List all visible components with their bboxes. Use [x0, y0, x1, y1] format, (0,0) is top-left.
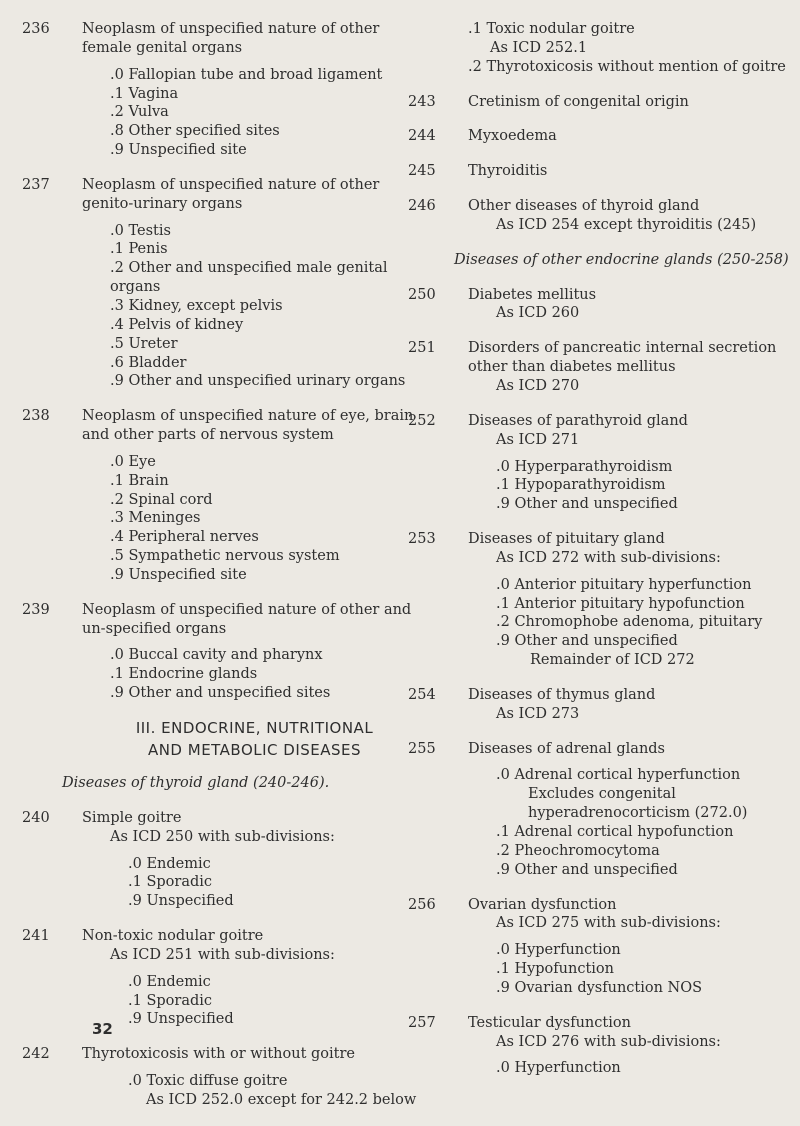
entry-title: Diseases of parathyroid gland: [468, 412, 688, 429]
entry-254: [408, 686, 786, 724]
sub-item: .1 Adrenal cortical hypofunction: [496, 824, 734, 840]
entry-code: 255: [408, 740, 436, 757]
entry-title: Neoplasm of unspecified nature of other female genital organs: [82, 21, 380, 56]
entry-note: As ICD 271: [496, 431, 580, 448]
sub-item: .5 Ureter: [110, 335, 178, 352]
entry-title: Simple goitre: [82, 809, 182, 826]
entry-246: [408, 197, 786, 235]
sub-item: .9 Other and unspecified sites: [110, 685, 331, 702]
entry-code: 242: [22, 1046, 50, 1063]
entry-245: [408, 162, 786, 181]
entry-code: 240: [22, 809, 50, 826]
sub-item: .9 Other and unspecified urinary organs: [110, 373, 406, 390]
sub-item: .3 Kidney, except pelvis: [110, 297, 283, 314]
entry-title: Diseases of adrenal glands: [468, 740, 666, 757]
entry-code: 237: [22, 176, 50, 193]
group-heading-thyroid: Diseases of thyroid gland (240-246).: [62, 775, 330, 791]
sub-item: .5 Sympathetic nervous system: [110, 548, 340, 565]
sub-item: .4 Pelvis of kidney: [110, 316, 244, 333]
entry-253: [408, 530, 786, 670]
entry-title: Other diseases of thyroid gland: [468, 198, 700, 215]
entry-title: Ovarian dysfunction: [468, 896, 617, 913]
entry-251: [408, 339, 786, 396]
sub-item: .9 Unspecified: [128, 893, 234, 910]
sub-item: .0 Toxic diffuse goitre: [128, 1073, 288, 1090]
entry-code: 245: [408, 163, 436, 180]
entry-code: 243: [408, 93, 436, 110]
sub-item: .1 Hypoparathyroidism: [496, 477, 666, 494]
entry-code: 239: [22, 601, 50, 618]
sub-item: .6 Bladder: [110, 354, 187, 371]
sub-item: .2 Chromophobe adenoma, pituitary: [496, 614, 763, 631]
group-heading-endocrine: Diseases of other endocrine glands (250-258): [454, 251, 789, 268]
sub-item: .1 Anterior pituitary hypofunction: [496, 595, 745, 612]
entry-title: Disorders of pancreatic internal secretion other than diabetes mellitus: [468, 340, 777, 376]
entry-238: [22, 407, 427, 585]
entry-note: As ICD 270: [496, 377, 580, 394]
sub-note: As ICD 252.0 except for 242.2 below: [146, 1091, 417, 1108]
sub-item: .1 Sporadic: [128, 992, 213, 1009]
entry-note: As ICD 276 with sub-divisions:: [496, 1033, 721, 1050]
page-number: 32: [92, 1020, 113, 1038]
entry-256: [408, 896, 786, 998]
sub-note: Excludes congenital hyperadrenocorticism (272.0): [528, 786, 748, 822]
section-heading-line-1: III. ENDOCRINE, NUTRITIONAL: [135, 719, 374, 737]
sub-item: .0 Hyperfunction: [496, 1060, 621, 1077]
entry-250: [408, 286, 786, 324]
entry-code: 238: [22, 408, 50, 425]
entry-code: 254: [408, 686, 436, 703]
sub-item: .9 Other and unspecified: [496, 861, 678, 878]
left-column: [22, 20, 427, 1126]
entry-title: Cretinism of congenital origin: [468, 93, 689, 110]
section-heading-line-2: AND METABOLIC DISEASES: [147, 740, 362, 759]
sub-item: .0 Endemic: [128, 973, 211, 990]
entry-code: 236: [22, 21, 50, 37]
sub-item: .3 Meninges: [110, 510, 201, 527]
entry-note: As ICD 272 with sub-divisions:: [496, 549, 721, 566]
entry-note: As ICD 260: [496, 305, 580, 322]
entry-title: Thyroiditis: [468, 163, 548, 180]
sub-item: .9 Ovarian dysfunction NOS: [496, 979, 703, 996]
entry-code: 256: [408, 896, 436, 913]
entry-236: [22, 20, 427, 160]
entry-242: [22, 1045, 427, 1110]
sub-item: .0 Testis: [110, 222, 171, 239]
sub-item: .1 Toxic nodular goitre: [468, 21, 635, 37]
sub-item: .9 Unspecified site: [110, 566, 247, 583]
entry-note: As ICD 254 except thyroiditis (245): [496, 216, 757, 233]
entry-title: Neoplasm of unspecified nature of eye, brain and other parts of nervous system: [82, 408, 414, 444]
entry-code: 257: [408, 1014, 436, 1031]
entry-241: [22, 927, 427, 1029]
sub-item: .9 Other and unspecified: [496, 496, 678, 513]
sub-item: .0 Endemic: [128, 855, 211, 872]
sub-note: Remainder of ICD 272: [530, 652, 695, 669]
entry-title: Myxoedema: [468, 128, 557, 145]
entry-code: 250: [408, 286, 436, 303]
sub-item: .1 Hypofunction: [496, 961, 614, 978]
sub-item: .0 Eye: [110, 453, 156, 470]
entry-255: [408, 740, 786, 880]
entry-note: As ICD 273: [496, 705, 580, 722]
entry-title: Diabetes mellitus: [468, 286, 597, 303]
sub-item: .0 Fallopian tube and broad ligament: [110, 66, 383, 83]
entry-note: As ICD 251 with sub-divisions:: [110, 946, 335, 963]
sub-item: .2 Pheochromocytoma: [496, 842, 660, 859]
entry-code: 246: [408, 198, 436, 215]
sub-item: .1 Endocrine glands: [110, 666, 258, 683]
entry-239: [22, 601, 427, 703]
entry-242-continued: [468, 20, 786, 77]
sub-item: .1 Sporadic: [128, 874, 213, 891]
entry-title: Diseases of thymus gland: [468, 686, 656, 703]
entry-code: 241: [22, 928, 50, 945]
entry-note: As ICD 275 with sub-divisions:: [496, 915, 721, 932]
entry-257: [408, 1014, 786, 1079]
sub-item: .2 Spinal cord: [110, 491, 213, 508]
sub-item: .2 Other and unspecified male genital organs: [110, 260, 388, 296]
entry-note: As ICD 250 with sub-divisions:: [110, 828, 335, 845]
sub-note: As ICD 252.1: [490, 39, 588, 56]
sub-item: .0 Adrenal cortical hyperfunction: [496, 767, 741, 784]
sub-item: .0 Anterior pituitary hyperfunction: [496, 576, 752, 593]
entry-252: [408, 412, 786, 514]
entry-title: Testicular dysfunction: [468, 1014, 631, 1031]
entry-title: Diseases of pituitary gland: [468, 531, 665, 548]
sub-item: .1 Vagina: [110, 85, 179, 102]
entry-title: Neoplasm of unspecified nature of other genito-urinary organs: [82, 176, 380, 212]
sub-item: .9 Unspecified site: [110, 142, 247, 159]
sub-item: .9 Unspecified: [128, 1011, 234, 1028]
entry-code: 244: [408, 128, 436, 145]
sub-item: .4 Peripheral nerves: [110, 529, 259, 546]
sub-item: .0 Buccal cavity and pharynx: [110, 647, 323, 664]
right-column: [408, 20, 789, 1094]
sub-item: .0 Hyperfunction: [496, 942, 621, 959]
entry-237: [22, 176, 427, 391]
entry-243: [408, 93, 786, 112]
sub-item: .2 Thyrotoxicosis without mention of goitre: [468, 58, 786, 75]
sub-item: .0 Hyperparathyroidism: [496, 458, 673, 475]
entry-244: [408, 127, 786, 146]
entry-title: Thyrotoxicosis with or without goitre: [82, 1046, 356, 1063]
sub-item: .9 Other and unspecified: [496, 633, 678, 650]
entry-title: Non-toxic nodular goitre: [82, 928, 264, 945]
entry-code: 252: [408, 412, 436, 429]
sub-item: .2 Vulva: [110, 104, 169, 121]
entry-title: Neoplasm of unspecified nature of other and un-specified organs: [82, 601, 412, 637]
sub-item: .8 Other specified sites: [110, 123, 280, 140]
sub-item: .1 Brain: [110, 472, 169, 489]
sub-item: .1 Penis: [110, 241, 168, 258]
entry-code: 251: [408, 340, 436, 357]
entry-code: 253: [408, 531, 436, 548]
entry-240: [22, 809, 427, 911]
